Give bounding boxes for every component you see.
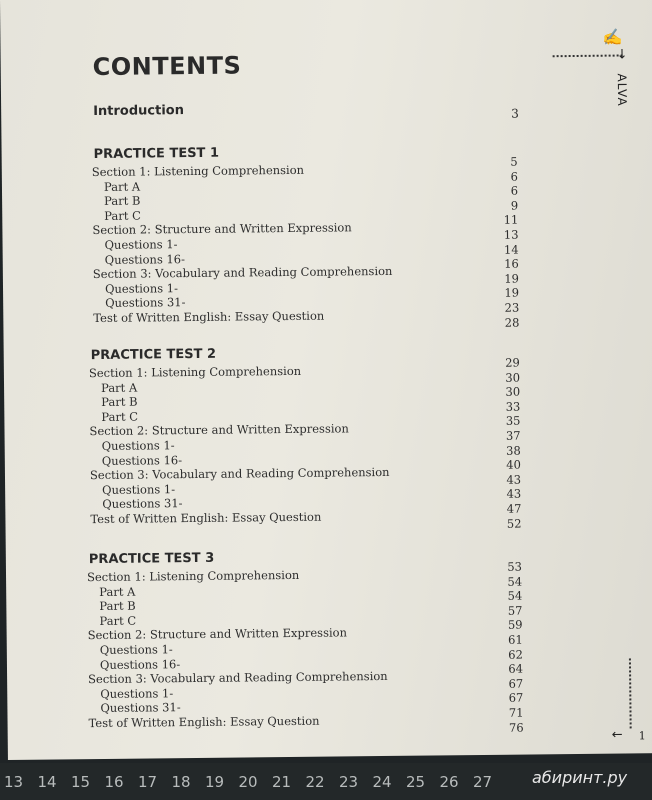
toc-page-number: 13 (503, 227, 519, 242)
toc-subentry: Part A (99, 584, 136, 599)
toc-page-number: 19 (504, 271, 520, 286)
toc-page-number: 28 (504, 315, 520, 330)
toc-page-number: 6 (510, 183, 519, 198)
toc-page-number: 30 (505, 384, 521, 399)
toc-page-number: 53 (507, 559, 523, 574)
toc-page-number: 67 (508, 690, 524, 706)
toc-entry: Test of Written English: Essay Question (90, 509, 322, 527)
toc-entry: Section 2: Structure and Written Expression (89, 421, 349, 439)
toc-page-number: 71 (508, 705, 524, 720)
side-label: ALVA (614, 73, 630, 107)
toc-entry: Section 1: Listening Comprehension (86, 567, 300, 585)
toc-page-number: 57 (507, 603, 523, 618)
toc-page-number: 23 (504, 300, 520, 315)
toc-page-number: 9 (510, 198, 519, 213)
ruler-number: 22 (305, 773, 325, 791)
ruler-number: 16 (104, 773, 124, 791)
toc-subentry: Part B (104, 193, 141, 209)
toc-subentry: Questions 31- (105, 295, 186, 311)
ruler-number: 14 (37, 773, 57, 791)
toc-page-number: 64 (508, 661, 524, 676)
ruler-number: 23 (339, 773, 359, 791)
toc-entry: Section 3: Vocabulary and Reading Comprehension (92, 264, 393, 282)
ruler-number: 20 (238, 773, 258, 791)
toc-subentry: Part C (104, 208, 141, 223)
toc-subentry: Questions 1- (102, 481, 176, 497)
toc-subentry: Part C (101, 409, 139, 424)
toc-entry: Section 1: Listening Comprehension (88, 363, 302, 381)
section-heading: PRACTICE TEST 3 (88, 550, 215, 568)
toc-subentry: Part C (99, 613, 137, 628)
toc-page-number: 43 (506, 486, 522, 502)
toc-entry: Test of Written English: Essay Question (93, 308, 325, 326)
toc-page-number: 61 (508, 632, 523, 647)
toc-page-number: 38 (506, 443, 521, 458)
arrow-left-icon: ← (611, 727, 623, 743)
toc-page-number: 54 (507, 588, 523, 603)
toc-subentry: Questions 16- (101, 452, 183, 468)
toc-subentry: Part B (99, 598, 136, 614)
toc-page-number: 67 (508, 676, 524, 691)
page-title: CONTENTS (92, 51, 242, 82)
toc-subentry: Questions 1- (104, 237, 178, 252)
toc-subentry: Questions 1- (100, 686, 174, 701)
toc-page-number: 54 (507, 574, 523, 589)
introduction-page: 3 (511, 106, 519, 121)
section-heading: PRACTICE TEST 1 (93, 145, 220, 163)
watermark: абиринт.ру (532, 768, 628, 787)
toc-page-number: 6 (510, 169, 518, 184)
dotted-guide-bottom (629, 658, 632, 728)
toc-subentry: Questions 31- (102, 496, 183, 512)
toc-page-number: 30 (505, 370, 521, 385)
toc-subentry: Questions 1- (101, 438, 175, 453)
ruler-number: 19 (205, 773, 225, 791)
arrow-down-icon: ↓ (616, 47, 628, 63)
ruler-number: 26 (439, 773, 459, 791)
toc-page-number: 47 (506, 501, 522, 516)
toc-subentry: Questions 1- (104, 280, 179, 296)
ruler-number: 21 (272, 773, 292, 791)
toc-subentry: Questions 1- (99, 642, 173, 657)
section-heading: PRACTICE TEST 2 (90, 346, 217, 364)
toc-page-number: 16 (504, 256, 519, 271)
toc-page-number: 33 (505, 399, 521, 414)
toc-page-number: 19 (504, 285, 520, 301)
toc-subentry: Questions 31- (100, 700, 181, 716)
toc-page-number: 35 (505, 413, 521, 429)
toc-page-number: 76 (508, 720, 524, 735)
toc-subentry: Part A (103, 179, 141, 194)
toc-subentry: Questions 16- (104, 251, 186, 267)
introduction-label: Introduction (93, 103, 185, 120)
toc-page-number: 29 (505, 355, 520, 370)
ruler-number: 24 (372, 773, 392, 791)
toc-page-number: 37 (505, 428, 521, 443)
toc-entry: Section 2: Structure and Written Expression (87, 625, 348, 643)
toc-page-number: 5 (510, 154, 518, 169)
toc-page-number: 52 (506, 516, 522, 531)
toc-entry: Section 3: Vocabulary and Reading Comprehension (89, 465, 390, 483)
toc-subentry: Part A (100, 380, 138, 395)
toc-page-number: 62 (508, 647, 523, 662)
ruler-number: 17 (138, 773, 158, 791)
toc-subentry: Part B (101, 394, 138, 410)
pen-icon: ✍ (602, 27, 623, 47)
toc-page-number: 11 (503, 212, 519, 228)
dotted-guide-top (553, 54, 623, 57)
toc-subentry: Questions 16- (99, 656, 181, 672)
ruler-number: 15 (71, 773, 91, 791)
toc-entry: Section 3: Vocabulary and Reading Comprehension (88, 669, 388, 687)
toc-entry: Section 2: Structure and Written Expression (92, 220, 352, 238)
toc-page-number: 40 (506, 457, 521, 472)
ruler-number: 27 (473, 773, 493, 791)
ruler-number: 25 (406, 773, 426, 791)
page-number: 1 (638, 729, 646, 743)
ruler-number: 13 (4, 773, 24, 791)
toc-entry: Test of Written English: Essay Question (88, 713, 320, 731)
toc-page-number: 14 (503, 242, 519, 257)
toc-page-number: 59 (507, 617, 523, 633)
ruler-number: 18 (171, 773, 191, 791)
toc-entry: Section 1: Listening Comprehension (91, 162, 305, 180)
toc-page-number: 43 (506, 472, 522, 487)
